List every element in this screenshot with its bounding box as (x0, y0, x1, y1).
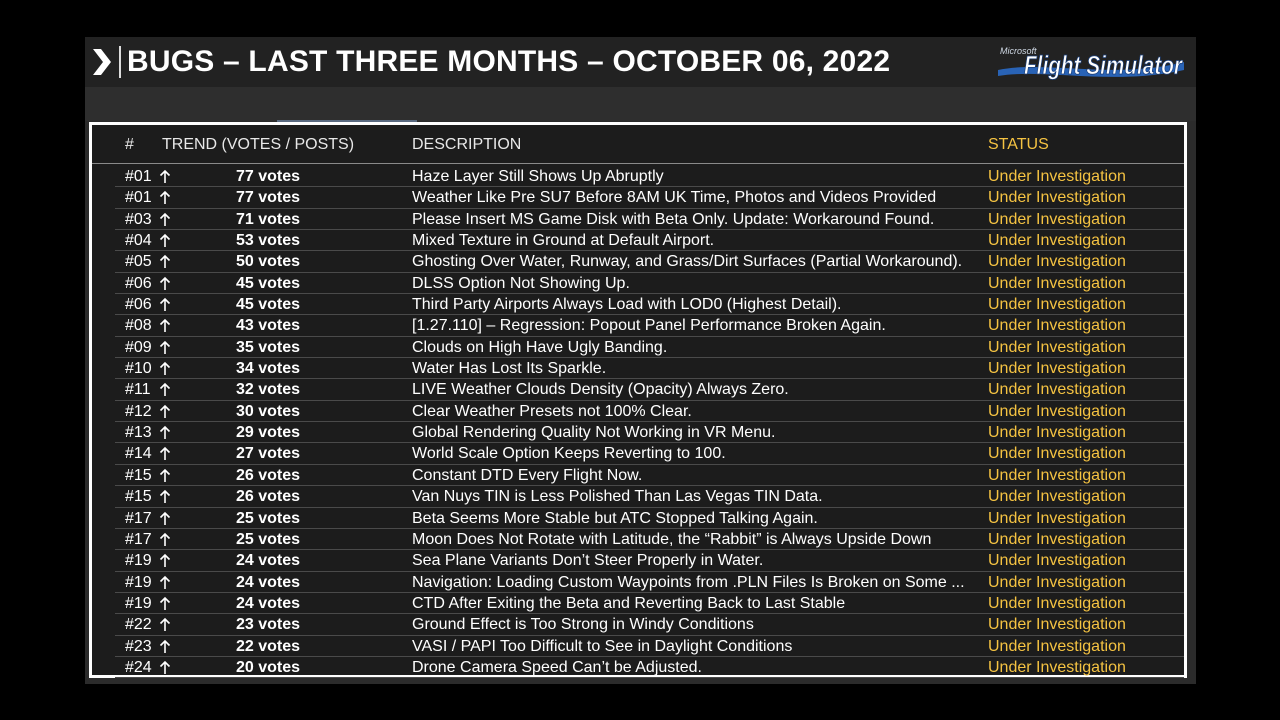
status-cell: Under Investigation (988, 232, 1126, 250)
description-cell: [1.27.110] – Regression: Popout Panel Performance Broken Again. (412, 317, 886, 335)
description-cell: Global Rendering Quality Not Working in VR Menu. (412, 424, 776, 442)
description-cell: VASI / PAPI Too Difficult to See in Daylight Conditions (412, 637, 793, 655)
arrow-up-icon (158, 638, 172, 657)
description-cell: Water Has Lost Its Sparkle. (412, 360, 607, 378)
votes-cell: 77 votes (236, 168, 301, 185)
table-row (92, 508, 1184, 529)
status-cell: Under Investigation (988, 168, 1126, 185)
header-status: STATUS (988, 136, 1049, 153)
rank-cell: #23 (125, 637, 152, 655)
votes-cell: 24 votes (236, 552, 301, 570)
status-cell: Under Investigation (988, 466, 1126, 484)
table-row (92, 593, 1184, 614)
chevron-right-icon (91, 47, 113, 77)
svg-text:Flight Simulator: Flight Simulator (1024, 50, 1184, 80)
status-cell: Under Investigation (988, 381, 1126, 399)
status-cell: Under Investigation (988, 509, 1126, 527)
arrow-up-icon (158, 552, 172, 571)
header-description: DESCRIPTION (412, 136, 522, 153)
arrow-up-icon (158, 531, 172, 550)
rank-cell: #22 (125, 616, 152, 634)
description-cell: Clear Weather Presets not 100% Clear. (412, 402, 692, 420)
status-cell: Under Investigation (988, 530, 1126, 548)
description-cell: Mixed Texture in Ground at Default Airport. (412, 232, 715, 250)
table-row (92, 315, 1184, 336)
status-cell: Under Investigation (988, 552, 1126, 570)
votes-cell: 29 votes (236, 424, 301, 442)
rank-cell: #19 (125, 573, 152, 591)
description-cell: Moon Does Not Rotate with Latitude, the “Rabbit” is Always Upside Down (412, 530, 932, 548)
description-cell: LIVE Weather Clouds Density (Opacity) Always Zero. (412, 381, 789, 399)
votes-cell: 20 votes (236, 658, 301, 676)
rank-cell: #11 (125, 381, 151, 399)
arrow-up-icon (158, 403, 172, 422)
table-row (92, 614, 1184, 635)
votes-cell: 26 votes (236, 488, 301, 506)
title-divider (119, 46, 121, 78)
rank-cell: #24 (125, 658, 152, 676)
votes-cell: 45 votes (236, 296, 301, 314)
table-row (92, 337, 1184, 358)
arrow-up-icon (158, 211, 172, 230)
arrow-up-icon (158, 424, 172, 443)
votes-cell: 27 votes (236, 445, 301, 463)
arrow-up-icon (158, 232, 172, 251)
table-row (92, 358, 1184, 379)
table-row (92, 572, 1184, 593)
rank-cell: #09 (125, 338, 152, 356)
page-title: BUGS – LAST THREE MONTHS – OCTOBER 06, 2022 (127, 45, 891, 78)
description-cell: Weather Like Pre SU7 Before 8AM UK Time, Photos and Videos Provided (412, 189, 937, 207)
description-cell: Clouds on High Have Ugly Banding. (412, 338, 668, 356)
arrow-up-icon (158, 574, 172, 593)
slide (85, 37, 1196, 684)
description-cell: Sea Plane Variants Don’t Steer Properly in Water. (412, 552, 764, 570)
rank-cell: #06 (125, 296, 152, 314)
votes-cell: 50 votes (236, 253, 301, 271)
arrow-up-icon (158, 616, 172, 635)
status-cell: Under Investigation (988, 210, 1126, 228)
description-cell: Van Nuys TIN is Less Polished Than Las Vegas TIN Data. (412, 488, 823, 506)
description-cell: CTD After Exiting the Beta and Reverting Back to Last Stable (412, 594, 846, 612)
title-bar (85, 37, 1196, 87)
table-body (92, 166, 1184, 678)
rank-cell: #17 (125, 530, 152, 548)
description-cell: Navigation: Loading Custom Waypoints from .PLN Files Is Broken on Some ... (412, 573, 965, 591)
status-cell: Under Investigation (988, 402, 1126, 420)
arrow-up-icon (158, 275, 172, 294)
rank-cell: #03 (125, 210, 152, 228)
status-cell: Under Investigation (988, 658, 1126, 676)
flight-simulator-logo (994, 40, 1188, 86)
votes-cell: 24 votes (236, 594, 301, 612)
bug-table (89, 122, 1187, 678)
rank-cell: #12 (125, 402, 152, 420)
status-cell: Under Investigation (988, 424, 1126, 442)
status-cell: Under Investigation (988, 488, 1126, 506)
arrow-up-icon (158, 168, 172, 187)
votes-cell: 24 votes (236, 573, 301, 591)
arrow-up-icon (158, 360, 172, 379)
description-cell: World Scale Option Keeps Reverting to 100. (412, 445, 726, 463)
votes-cell: 45 votes (236, 274, 301, 292)
rank-cell: #01 (125, 168, 152, 185)
table-row (92, 465, 1184, 486)
rank-cell: #19 (125, 552, 152, 570)
arrow-up-icon (158, 467, 172, 486)
votes-cell: 25 votes (236, 530, 301, 548)
description-cell: Constant DTD Every Flight Now. (412, 466, 643, 484)
arrow-up-icon (158, 659, 172, 678)
description-cell: Third Party Airports Always Load with LOD0 (Highest Detail). (412, 296, 842, 314)
status-cell: Under Investigation (988, 594, 1126, 612)
table-row (92, 209, 1184, 230)
rank-cell: #19 (125, 594, 152, 612)
rank-cell: #05 (125, 253, 152, 271)
status-cell: Under Investigation (988, 616, 1126, 634)
status-cell: Under Investigation (988, 573, 1126, 591)
table-row (92, 657, 1184, 678)
description-cell: DLSS Option Not Showing Up. (412, 274, 630, 292)
votes-cell: 35 votes (236, 338, 301, 356)
table-row (92, 230, 1184, 251)
table-row (92, 401, 1184, 422)
votes-cell: 53 votes (236, 232, 301, 250)
arrow-up-icon (158, 317, 172, 336)
votes-cell: 23 votes (236, 616, 301, 634)
description-cell: Beta Seems More Stable but ATC Stopped Talking Again. (412, 509, 818, 527)
rank-cell: #01 (125, 189, 152, 207)
svg-text:Microsoft: Microsoft (1000, 46, 1037, 56)
table-row (92, 422, 1184, 443)
status-cell: Under Investigation (988, 338, 1126, 356)
status-cell: Under Investigation (988, 253, 1126, 271)
description-cell: Haze Layer Still Shows Up Abruptly (412, 168, 664, 185)
arrow-up-icon (158, 510, 172, 529)
rank-cell: #10 (125, 360, 152, 378)
arrow-up-icon (158, 189, 172, 208)
arrow-up-icon (158, 339, 172, 358)
table-row (92, 166, 1184, 187)
description-cell: Please Insert MS Game Disk with Beta Only. Update: Workaround Found. (412, 210, 935, 228)
status-cell: Under Investigation (988, 189, 1126, 207)
description-cell: Drone Camera Speed Can’t be Adjusted. (412, 658, 702, 676)
header-trend: TREND (VOTES / POSTS) (162, 136, 355, 153)
votes-cell: 71 votes (236, 210, 301, 228)
votes-cell: 32 votes (236, 381, 301, 399)
arrow-up-icon (158, 595, 172, 614)
table-row (92, 294, 1184, 315)
status-cell: Under Investigation (988, 317, 1126, 335)
arrow-up-icon (158, 445, 172, 464)
table-row (92, 486, 1184, 507)
votes-cell: 43 votes (236, 317, 301, 335)
status-cell: Under Investigation (988, 637, 1126, 655)
arrow-up-icon (158, 253, 172, 272)
description-cell: Ground Effect is Too Strong in Windy Conditions (412, 616, 754, 634)
status-cell: Under Investigation (988, 296, 1126, 314)
table-row (92, 636, 1184, 657)
arrow-up-icon (158, 488, 172, 507)
rank-cell: #15 (125, 488, 152, 506)
rank-cell: #04 (125, 232, 152, 250)
arrow-up-icon (158, 296, 172, 315)
rank-cell: #14 (125, 445, 152, 463)
votes-cell: 22 votes (236, 637, 301, 655)
table-row (92, 187, 1184, 208)
status-cell: Under Investigation (988, 360, 1126, 378)
rank-cell: #08 (125, 317, 152, 335)
votes-cell: 77 votes (236, 189, 301, 207)
status-cell: Under Investigation (988, 445, 1126, 463)
header-rank: # (125, 136, 134, 153)
table-row (92, 273, 1184, 294)
table-row (92, 529, 1184, 550)
tab-strip (85, 87, 1196, 121)
description-cell: Ghosting Over Water, Runway, and Grass/Dirt Surfaces (Partial Workaround). (412, 253, 963, 271)
table-row (92, 443, 1184, 464)
rank-cell: #17 (125, 509, 152, 527)
table-row (92, 550, 1184, 571)
table-row (92, 251, 1184, 272)
votes-cell: 34 votes (236, 360, 301, 378)
rank-cell: #06 (125, 274, 152, 292)
table-header (92, 125, 1184, 164)
votes-cell: 25 votes (236, 509, 301, 527)
rank-cell: #13 (125, 424, 152, 442)
votes-cell: 30 votes (236, 402, 301, 420)
votes-cell: 26 votes (236, 466, 301, 484)
arrow-up-icon (158, 381, 172, 400)
status-cell: Under Investigation (988, 274, 1126, 292)
rank-cell: #15 (125, 466, 152, 484)
table-row (92, 379, 1184, 400)
